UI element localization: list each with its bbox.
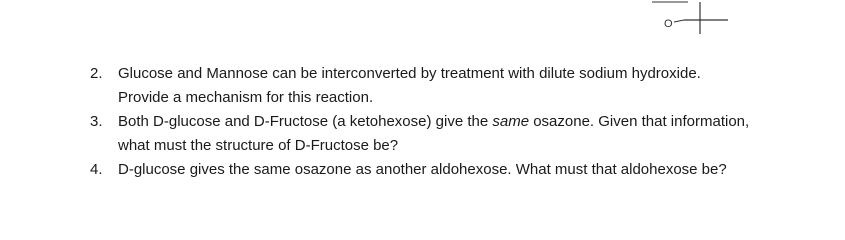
- question-3: [0, 110, 845, 158]
- question-line-1: Glucose and Mannose can be interconverted by treatment with dilute sodium hydroxide.: [118, 65, 701, 82]
- emphasized-word: same: [492, 113, 530, 130]
- structure-fragment: [640, 0, 740, 36]
- oxygen-atom-label: O: [664, 18, 673, 30]
- question-text-segment: Both D-glucose and D-Fructose (a ketohexose) give the: [118, 113, 493, 130]
- question-number: 2.: [90, 65, 103, 82]
- question-text: [118, 158, 818, 182]
- question-list: [0, 62, 845, 182]
- question-line-1: [118, 110, 818, 134]
- question-text: [118, 110, 818, 158]
- question-text: [118, 62, 818, 110]
- question-2: [0, 62, 845, 110]
- question-line-1: D-glucose gives the same osazone as another aldohexose. What must that aldohexose be?: [118, 161, 727, 178]
- question-line-2: what must the structure of D-Fructose be?: [118, 137, 399, 154]
- question-4: [0, 158, 845, 182]
- chemical-structure-drawing: [640, 0, 740, 36]
- question-number: 4.: [90, 161, 103, 178]
- question-number: 3.: [90, 113, 103, 130]
- question-text-segment: osazone. Given that information,: [529, 113, 750, 130]
- question-line-2: Provide a mechanism for this reaction.: [118, 89, 374, 106]
